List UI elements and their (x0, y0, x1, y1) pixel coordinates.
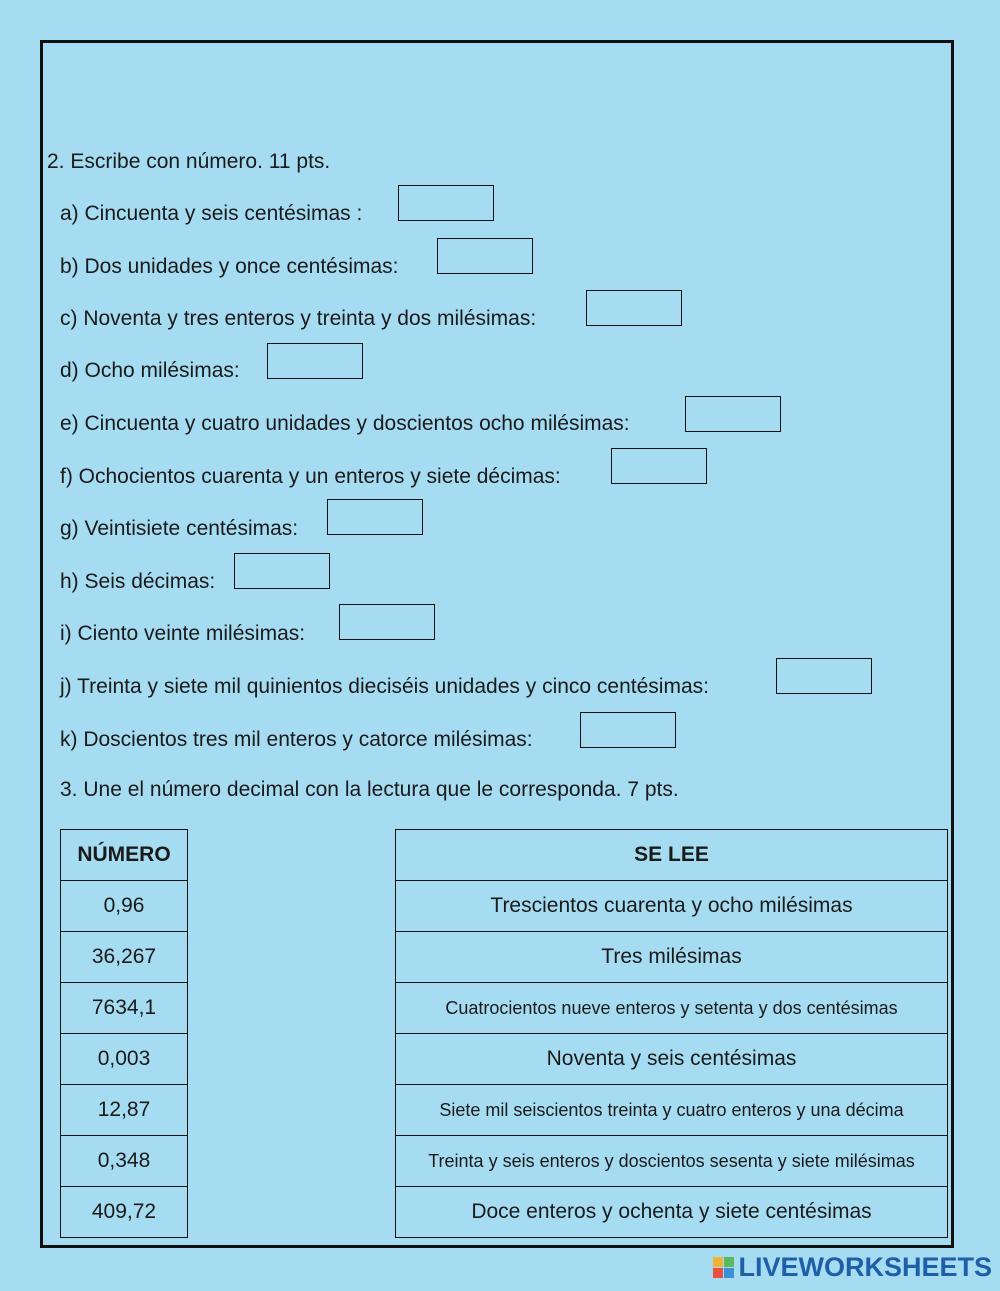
numero-cell[interactable]: 0,348 (61, 1136, 188, 1187)
lectura-cell[interactable]: Siete mil seiscientos treinta y cuatro enteros y una décima (396, 1085, 948, 1136)
lectura-cell[interactable]: Doce enteros y ochenta y siete centésimas (396, 1187, 948, 1238)
section-3-title: 3. Une el número decimal con la lectura que le corresponda. 7 pts. (60, 778, 679, 801)
lectura-cell[interactable]: Cuatrocientos nueve enteros y setenta y dos centésimas (396, 983, 948, 1034)
answer-box-j[interactable] (776, 658, 872, 694)
item-f-label: f) Ochocientos cuarenta y un enteros y siete décimas: (60, 465, 561, 488)
numero-cell[interactable]: 0,96 (61, 881, 188, 932)
numero-cell[interactable]: 7634,1 (61, 983, 188, 1034)
liveworksheets-logo-text: LIVEWORKSHEETS (738, 1252, 992, 1282)
liveworksheets-logo-icon (713, 1257, 734, 1278)
answer-box-e[interactable] (685, 396, 781, 432)
lectura-cell[interactable]: Tres milésimas (396, 932, 948, 983)
numero-cell[interactable]: 0,003 (61, 1034, 188, 1085)
numero-cell[interactable]: 36,267 (61, 932, 188, 983)
lectura-cell[interactable]: Trescientos cuarenta y ocho milésimas (396, 881, 948, 932)
item-e-label: e) Cincuenta y cuatro unidades y doscientos ocho milésimas: (60, 412, 630, 435)
section-2-title: 2. Escribe con número. 11 pts. (47, 150, 331, 173)
item-g-label: g) Veintisiete centésimas: (60, 517, 299, 540)
item-a-label: a) Cincuenta y seis centésimas : (60, 202, 363, 225)
item-c-label: c) Noventa y tres enteros y treinta y dos milésimas: (60, 307, 537, 330)
answer-box-h[interactable] (234, 553, 330, 589)
answer-box-i[interactable] (339, 604, 435, 640)
answer-box-d[interactable] (267, 343, 363, 379)
lectura-cell[interactable]: Treinta y seis enteros y doscientos sesenta y siete milésimas (396, 1136, 948, 1187)
se-lee-header: SE LEE (396, 830, 948, 881)
answer-box-b[interactable] (437, 238, 533, 274)
answer-box-a[interactable] (398, 185, 494, 221)
item-k-label: k) Doscientos tres mil enteros y catorce milésimas: (60, 728, 533, 751)
answer-box-k[interactable] (580, 712, 676, 748)
item-j-label: j) Treinta y siete mil quinientos dieciséis unidades y cinco centésimas: (60, 675, 709, 698)
numero-table (60, 829, 188, 1238)
item-h-label: h) Seis décimas: (60, 570, 216, 593)
numero-header: NÚMERO (61, 830, 188, 881)
liveworksheets-logo (713, 1252, 992, 1283)
item-i-label: i) Ciento veinte milésimas: (60, 622, 306, 645)
answer-box-g[interactable] (327, 499, 423, 535)
answer-box-f[interactable] (611, 448, 707, 484)
lectura-cell[interactable]: Noventa y seis centésimas (396, 1034, 948, 1085)
se-lee-table (395, 829, 948, 1238)
item-d-label: d) Ocho milésimas: (60, 359, 240, 382)
item-b-label: b) Dos unidades y once centésimas: (60, 255, 399, 278)
numero-cell[interactable]: 409,72 (61, 1187, 188, 1238)
numero-cell[interactable]: 12,87 (61, 1085, 188, 1136)
answer-box-c[interactable] (586, 290, 682, 326)
